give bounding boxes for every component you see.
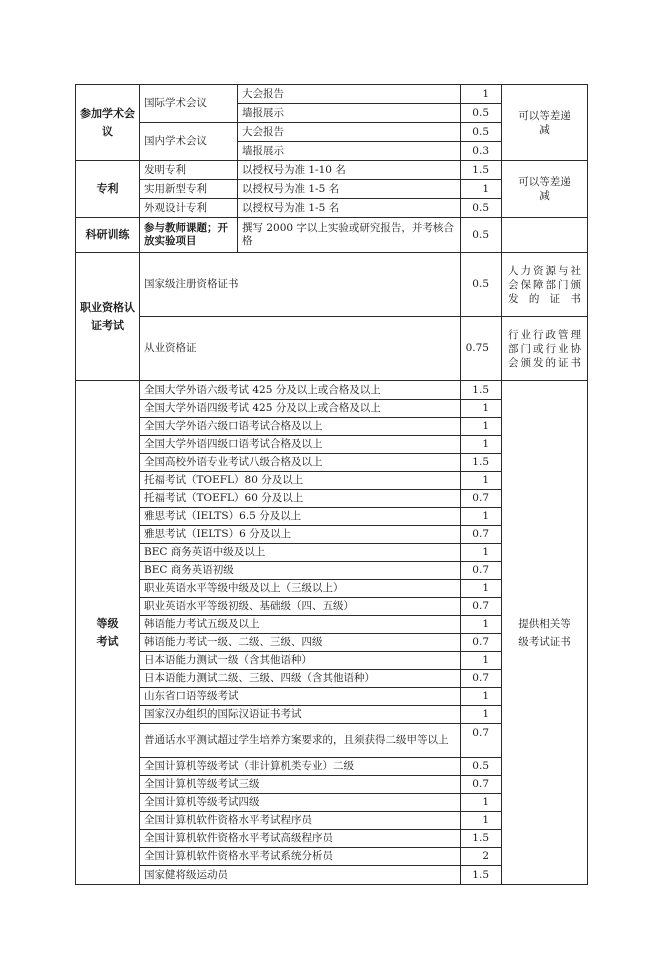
points: 0.7 [461,490,502,508]
points: 1 [461,688,502,706]
exam-name: 山东省口语等级考试 [140,688,461,706]
conference-type: 墙报展示 [238,142,461,161]
points: 0.75 [461,317,502,381]
points: 1 [461,812,502,830]
points: 0.7 [461,670,502,688]
exam-name: 日本语能力测试一级（含其他语种） [140,652,461,670]
category-patent: 专利 [76,161,140,218]
exam-name: 韩语能力考试五级及以上 [140,616,461,634]
exam-name: 韩语能力考试一级、二级、三级、四级 [140,634,461,652]
points: 0.3 [461,142,502,161]
exam-name: 全国计算机软件资格水平考试程序员 [140,812,461,830]
qualification-name: 从业资格证 [140,317,461,381]
exam-name: 国家健将级运动员 [140,866,461,885]
exam-note: 提供相关等级考试证书 [502,381,588,885]
points: 1 [461,508,502,526]
exam-name: 雅思考试（IELTS）6.5 分及以上 [140,508,461,526]
points: 1.5 [461,866,502,885]
patent-note: 可以等差递减 [502,161,588,218]
exam-name: 雅思考试（IELTS）6 分及以上 [140,526,461,544]
exam-name: 托福考试（TOEFL）80 分及以上 [140,472,461,490]
qualification-note: 人力资源与社会保障部门颁发的证书 [502,253,588,317]
points: 1 [461,544,502,562]
exam-name: 职业英语水平等级中级及以上（三级以上） [140,580,461,598]
exam-name: 全国大学外语四级口语考试合格及以上 [140,436,461,454]
points: 0.5 [461,104,502,123]
qualification-note: 行业行政管理部门或行业协会颁发的证书 [502,317,588,381]
points: 0.5 [461,123,502,142]
points: 0.5 [461,199,502,218]
exam-name: 普通话水平测试超过学生培养方案要求的，且须获得二级甲等以上 [140,724,461,758]
category-research: 科研训练 [76,218,140,253]
exam-name: 国家汉办组织的国际汉语证书考试 [140,706,461,724]
exam-name: 全国大学外语六级考试 425 分及以上或合格及以上 [140,381,461,400]
exam-name: 全国计算机等级考试三级 [140,776,461,794]
points: 0.7 [461,634,502,652]
points: 1 [461,85,502,104]
category-exam: 等级考试 [76,381,140,885]
points: 1 [461,436,502,454]
exam-name: 职业英语水平等级初级、基础级（四、五级） [140,598,461,616]
category-conference: 参加学术会议 [76,85,140,161]
points: 1 [461,180,502,199]
conference-note: 可以等差递减 [502,85,588,161]
points: 0.5 [461,218,502,253]
points: 0.5 [461,253,502,317]
points: 0.7 [461,776,502,794]
exam-name: BEC 商务英语初级 [140,562,461,580]
exam-name: 托福考试（TOEFL）60 分及以上 [140,490,461,508]
patent-criterion: 以授权号为准 1-5 名 [238,199,461,218]
points: 2 [461,848,502,866]
exam-name: 全国计算机软件资格水平考试高级程序员 [140,830,461,848]
points: 1 [461,580,502,598]
exam-name: 全国计算机软件资格水平考试系统分析员 [140,848,461,866]
patent-name: 发明专利 [140,161,238,180]
points: 1 [461,794,502,812]
exam-name: 全国计算机等级考试（非计算机类专业）二级 [140,758,461,776]
points: 1.5 [461,454,502,472]
conference-type: 大会报告 [238,123,461,142]
exam-name: 全国大学外语四级考试 425 分及以上或合格及以上 [140,400,461,418]
points: 0.7 [461,724,502,758]
credit-table [75,84,588,885]
patent-name: 实用新型专利 [140,180,238,199]
points: 1.5 [461,381,502,400]
points: 1 [461,418,502,436]
points: 1 [461,472,502,490]
patent-name: 外观设计专利 [140,199,238,218]
conference-intl-name: 国际学术会议 [140,85,238,123]
category-qualification: 职业资格认证考试 [76,253,140,381]
exam-name: 全国计算机等级考试四级 [140,794,461,812]
research-note [502,218,588,253]
points: 0.7 [461,562,502,580]
points: 1 [461,616,502,634]
patent-criterion: 以授权号为准 1-5 名 [238,180,461,199]
points: 1 [461,706,502,724]
points: 1 [461,400,502,418]
conference-type: 大会报告 [238,85,461,104]
exam-name: 日本语能力测试二级、三级、四级（含其他语种） [140,670,461,688]
conference-type: 墙报展示 [238,104,461,123]
research-item: 参与教师课题；开放实验项目 [140,218,238,253]
points: 0.7 [461,526,502,544]
exam-name: 全国大学外语六级口语考试合格及以上 [140,418,461,436]
points: 0.5 [461,758,502,776]
points: 1.5 [461,830,502,848]
conference-domestic-name: 国内学术会议 [140,123,238,161]
points: 1 [461,652,502,670]
exam-name: BEC 商务英语中级及以上 [140,544,461,562]
exam-name: 全国高校外语专业考试八级合格及以上 [140,454,461,472]
patent-criterion: 以授权号为准 1-10 名 [238,161,461,180]
research-criterion: 撰写 2000 字以上实验或研究报告，并考核合格 [238,218,461,253]
points: 1.5 [461,161,502,180]
qualification-name: 国家级注册资格证书 [140,253,461,317]
points: 0.7 [461,598,502,616]
